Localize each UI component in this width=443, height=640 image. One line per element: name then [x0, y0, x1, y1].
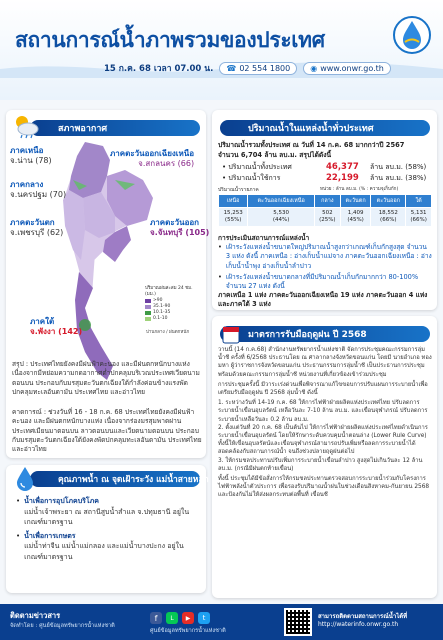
- measures-point: 1. ระหว่างวันที่ 14-19 ก.ค. 68 ให้การไฟฟ้าฝ่ายผลิตแห่งประเทศไทย ปรับลดการระบายน้ำเขื่อนอุบลรัตน์ เหลือวันละ 7-10 ล้าน ลบ.ม. และเขื่อนจุฬาภรณ์ ปรับลดการระบายน้ำเหลือวันละ 0.2 ล้าน ลบ.ม.: [218, 400, 428, 423]
- assess-text: เฝ้าระวังแหล่งน้ำขนาดใหญ่ปริมาณน้ำสูงกว่าเกณฑ์เก็บกักสูงสุด จำนวน 3 แห่ง ดังนี้ ภาคเหนือ : อ่างเก็บน้ำแม่จาง ภาคตะวันออกเฉียงเหนือ : อ่างเก็บน้ำน้ำพุง อ่างเก็บน้ำลำปาว: [225, 243, 432, 270]
- header: [0, 0, 443, 100]
- region-volume-table: [218, 194, 432, 227]
- table-cell: 18,552 (66%): [371, 208, 406, 227]
- reservoir-row: • ปริมาณน้ำใช้การ 22,199 ล้าน ลบ.ม. (38%): [222, 173, 427, 183]
- assess-text: เฝ้าระวังแหล่งน้ำขนาดกลางที่มีปริมาณน้ำเก็บกักมากกว่า 80-100% จำนวน 27 แห่ง ดังนี้: [225, 272, 419, 291]
- row-value: 22,199: [326, 173, 359, 183]
- phone-number: 02 554 1800: [239, 63, 291, 73]
- footer-url[interactable]: http://waterinfo.onwr.go.th: [318, 621, 399, 628]
- measures-point: 2. ตั้งแต่วันที่ 20 ก.ค. 68 เป็นต้นไป ให้การไฟฟ้าฝ่ายผลิตแห่งประเทศไทยดำเนินการระบายน้ำเขื่อนอุบลรัตน์ โดยให้รักษาระดับควบคุมน้ำตอนล่าง (Lower Rule Curve) ทั้งนี้ให้เขื่อนอุบลรัตน์และเขื่อนจุฬาภรณ์สามารถปรับเพิ่มหรือลดการระบายน้ำได้สอดคล้องกับสถานการณ์น้ำ จนถึงช่วงปลายฤดูฝนต่อไป: [218, 424, 428, 456]
- table-header: กลาง: [314, 195, 340, 208]
- quality-item: [16, 496, 202, 528]
- reservoir-heading: [220, 120, 430, 136]
- calendar-icon: [222, 324, 240, 344]
- twitter-icon[interactable]: t: [198, 612, 210, 624]
- legend-swatch-icon: [145, 311, 151, 315]
- quality-heading-label: คุณภาพน้ำ ณ จุดเฝ้าระวัง แม่น้ำสายหลัก: [58, 475, 209, 485]
- table-caption: ปริมาณน้ำรายภาค: [218, 187, 259, 193]
- row-label: ปริมาณน้ำทั้งประเทศ: [228, 163, 292, 171]
- region-name: ภาคตะวันตก: [10, 218, 55, 227]
- globe-icon: ◉: [310, 63, 318, 73]
- row-unit: ล้าน ลบ.ม. (58%): [370, 163, 427, 171]
- weather-heading-label: สภาพอากาศ: [58, 124, 108, 134]
- region-name: ภาคตะวันออกเฉียงเหนือ: [110, 149, 195, 158]
- reservoir-heading-label: ปริมาณน้ำในแหล่งน้ำทั่วประเทศ: [248, 124, 374, 134]
- table-header: ตะวันออกเฉียงเหนือ: [248, 195, 315, 208]
- qr-code-icon: [284, 608, 312, 636]
- reservoir-row: • ปริมาณน้ำทั้งประเทศ 46,377 ล้าน ลบ.ม. (58%): [222, 162, 427, 172]
- assess-title: การประเมินสถานการณ์แหล่งน้ำ: [218, 234, 310, 242]
- weather-forecast-para: คาดการณ์ : ช่วงวันที่ 16 - 18 ก.ค. 68 ประเทศไทยยังคงมีฝนฟ้าคะนอง และมีฝนตกหนักบางแห่ง เนื่องจากร่องมรสุมพาดผ่านประเทศเมียนมาตอนบน ลาวตอนบนและเวียดนามตอนบน ประกอบกับมรสุมตะวันตกเฉียงใต้ยังคงพัดปกคลุมทะเลอันดามัน ประเทศไทย และอ่าวไทย: [12, 408, 202, 454]
- bullet-icon: •: [218, 272, 222, 281]
- footer-center-sub: ศูนย์ข้อมูลทรัพยากรน้ำแห่งชาติ: [150, 628, 226, 634]
- weather-summary-para: สรุป : ประเทศไทยยังคงมีฝนฟ้าคะนอง และมีฝนตกหนักบางแห่ง เนื่องจากมีหย่อมความกดอากาศต่ำปกคลุมบริเวณประเทศเวียดนามตอนบน ประกอบกับมรสุมตะวันตกเฉียงใต้กำลังค่อนข้างแรงพัดปกคลุมทะเลอันดามัน ประเทศไทย และอ่าวไทย: [12, 360, 200, 396]
- quality-item-label: น้ำเพื่อการเกษตร: [24, 531, 76, 540]
- measures-closing: ทั้งนี้ ประชุมได้มีข้อสั่งการให้กรมชลประทานตรวจสอบการระบายน้ำร่วมกับโครงการไฟฟ้าพลังน้ำตัวประการ เพื่อรองรับปริมาณน้ำฝนในช่วงเดือนสิงหาคม-กันยายน 2568 และป้องกันไม่ให้ส่งผลกระทบต่อพื้นที่ เขื่อนชี: [218, 476, 430, 499]
- page-title: สถานการณ์น้ำภาพรวมของประเทศ: [15, 28, 325, 52]
- table-cell: 1,409 (45%): [340, 208, 371, 227]
- table-cell: 15,253 (55%): [219, 208, 248, 227]
- measures-para: วานนี้ (14 ก.ค.68) สำนักงานทรัพยากรน้ำแห่งชาติ จัดการประชุมคณะกรรมการลุ่มน้ำชี ครั้งที่ 6/2568 ประธานโดย ณ ศาลากลางจังหวัดขอนแก่น โดยมี นายอำเภอ ทองมหา ผู้ว่าราชการจังหวัดขอนแก่น ประธานกรรมการลุ่มน้ำชี เป็นประธานการประชุม พร้อมด้วยคณะกรรมการลุ่มน้ำชี หน่วยงานที่เกี่ยวข้องเข้าร่วมประชุม: [218, 347, 432, 378]
- legend-item: 10.1-35: [153, 310, 171, 315]
- table-cell: 5,131 (66%): [406, 208, 432, 227]
- weather-heading: [30, 120, 200, 136]
- youtube-icon[interactable]: ▶: [182, 612, 194, 624]
- thailand-rain-map: [55, 140, 160, 385]
- legend-item: 0.1-10: [153, 316, 168, 321]
- legend-item: 35.1-90: [153, 304, 171, 309]
- region-name: ภาคตะวันออก: [150, 218, 200, 227]
- date-time: 15 ก.ค. 68 เวลา 07.00 น.: [104, 64, 214, 74]
- measures-heading: [220, 326, 430, 342]
- quality-heading: [30, 471, 209, 487]
- legend-item: >90: [153, 298, 163, 303]
- measures-point: 3. ให้กรมชลประทานปรับเพิ่มการระบายน้ำเขื่อนลำปาว สูงสุดไม่เกินวันละ 12 ล้าน ลบ.ม. (กรณีมีฝนตกท้ายเขื่อน): [218, 457, 423, 472]
- weather-summary: ปานกลาง / ฝนตกหนัก: [146, 330, 190, 335]
- table-header: ใต้: [406, 195, 432, 208]
- table-cell: 5,530 (44%): [248, 208, 315, 227]
- phone-pill[interactable]: [219, 62, 297, 75]
- quality-list: [16, 496, 202, 562]
- bullet-icon: •: [16, 531, 21, 540]
- table-header: ตะวันออก: [371, 195, 406, 208]
- footer-left-title: ติดตามข่าวสาร: [10, 611, 61, 620]
- region-north: [10, 146, 52, 166]
- footer: [0, 604, 443, 640]
- table-cell: 502 (25%): [314, 208, 340, 227]
- table-header: เหนือ: [219, 195, 248, 208]
- legend-swatch-icon: [145, 317, 151, 321]
- website-link: www.onwr.go.th: [320, 63, 384, 73]
- reservoir-intro: [218, 141, 433, 160]
- legend-swatch-icon: [145, 305, 151, 309]
- bullet-icon: •: [218, 243, 222, 252]
- phone-icon: ☎: [226, 63, 237, 73]
- footer-left-sub: จัดทำโดย : ศูนย์ข้อมูลทรัพยากรน้ำแห่งชาติ: [10, 623, 115, 629]
- region-south: [30, 317, 82, 337]
- measures-body: [218, 346, 432, 500]
- social-icons: [150, 612, 210, 624]
- measures-heading-label: มาตรการรับมือฤดูฝน ปี 2568: [248, 330, 367, 340]
- region-name: ภาคใต้: [30, 317, 55, 326]
- footer-right-title: สามารถติดตามสถานการณ์น้ำได้ที่: [318, 613, 408, 620]
- region-place: จ.นครปฐม (70): [10, 190, 67, 199]
- region-east: [150, 218, 209, 238]
- row-label: ปริมาณน้ำใช้การ: [228, 174, 281, 182]
- bullet-icon: •: [16, 497, 21, 505]
- line-icon[interactable]: L: [166, 612, 178, 624]
- reservoir-intro-line1: ปริมาณน้ำรวมทั้งประเทศ ณ วันที่ 14 ก.ค. 68 มากกว่าปี 2567: [218, 141, 405, 149]
- quality-item-label: น้ำเพื่อการอุปโภคบริโภค: [24, 497, 99, 505]
- region-northeast: [110, 149, 194, 169]
- table-header: ตะวันตก: [340, 195, 371, 208]
- row-value: 46,377: [326, 162, 359, 172]
- legend-swatch-icon: [145, 299, 151, 303]
- assessment: [218, 234, 432, 310]
- region-place: จ.จันทบุรี (105): [150, 228, 210, 237]
- region-central: [10, 180, 66, 200]
- region-name: ภาคกลาง: [10, 180, 44, 189]
- facebook-icon[interactable]: f: [150, 612, 162, 624]
- footer-right: [318, 611, 407, 628]
- row-unit: ล้าน ลบ.ม. (38%): [370, 174, 427, 182]
- region-place: จ.เพชรบุรี (62): [10, 228, 64, 237]
- assess-item: [218, 243, 432, 271]
- measures-para2: การประชุมครั้งนี้ มีวาระเร่งด่วนเพื่อพิจารณาแก้ไขขอบการปรับแผนการระบายน้ำเพื่อเตรียมรับมือฤดูฝน ปี 2568 ลุ่มน้ำชี ดังนี้: [218, 381, 428, 397]
- header-info-bar: [104, 61, 391, 75]
- reservoir-intro-line2: จำนวน 6,704 ล้าน ลบ.ม. สรุปได้ดังนี้: [218, 150, 332, 159]
- table-header-row: [219, 195, 432, 208]
- region-west: [10, 218, 63, 238]
- assess-item: [218, 273, 432, 291]
- assess-detail: ภาคเหนือ 1 แห่ง ภาคตะวันออกเฉียงเหนือ 19 แห่ง ภาคตะวันออก 4 แห่ง และภาคใต้ 3 แห่ง: [218, 291, 428, 309]
- region-name: ภาคเหนือ: [10, 146, 44, 155]
- footer-left: [10, 610, 115, 630]
- quality-item: [16, 531, 202, 563]
- onwr-logo-icon: [392, 15, 432, 55]
- weather-icon: [12, 113, 40, 139]
- quality-item-text: แม่น้ำท่าจีน แม่น้ำแม่กลอง และแม่น้ำบางปะกง อยู่ในเกณฑ์มาตรฐาน: [24, 542, 184, 561]
- region-place: จ.พังงา (142): [30, 327, 83, 336]
- legend-title: ปริมาณฝนสะสม 24 ชม. (มม.): [145, 286, 193, 297]
- reservoir-rows: [222, 162, 432, 184]
- rain-legend: [145, 286, 203, 322]
- table-row: [219, 208, 432, 227]
- region-place: จ.สกลนคร (66): [138, 159, 195, 168]
- quality-item-text: แม่น้ำเจ้าพระยา ณ สถานีสูบน้ำสำแล จ.ปทุมธานี อยู่ในเกณฑ์มาตรฐาน: [24, 507, 190, 526]
- website-pill[interactable]: [303, 62, 391, 75]
- table-unit: หน่วย : ล้าน ลบ.ม. (% : ความจุเก็บกัก): [320, 187, 399, 192]
- region-place: จ.น่าน (78): [10, 156, 52, 165]
- water-drop-icon: [14, 465, 36, 491]
